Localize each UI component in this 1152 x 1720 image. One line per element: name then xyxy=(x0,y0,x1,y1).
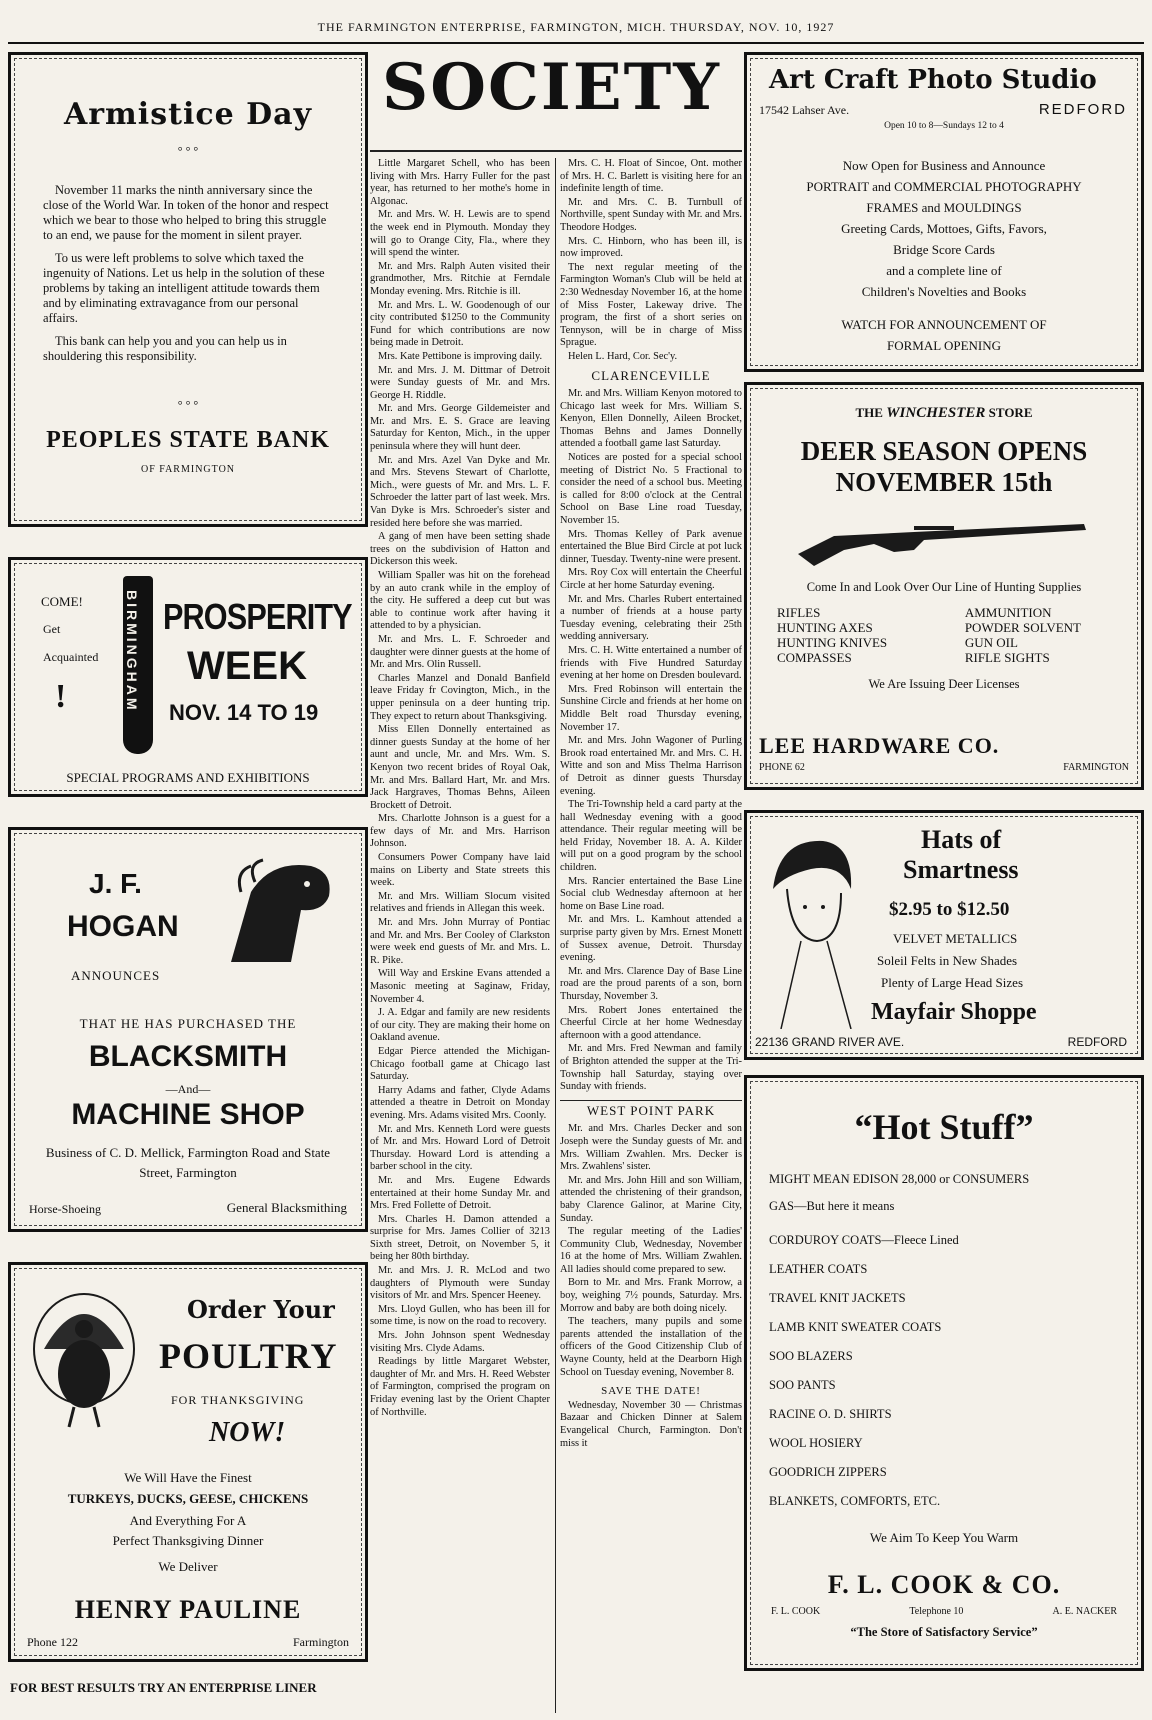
cook-warm: We Aim To Keep You Warm xyxy=(869,1530,1019,1545)
society-item: Mr. and Mrs. L. F. Schroeder and daughter were dinner guests at the home of Mr. and Mrs. Olin Russell. xyxy=(370,633,550,671)
society-item: Mr. and Mrs. John Murray of Pontiac and Mr. and Mrs. Ber Cooley of Clarkston were week end guests of Mr. and Mrs. L. R. Pike. xyxy=(370,917,550,966)
poultry-name: HENRY PAULINE xyxy=(74,1595,302,1624)
winchester-list-left xyxy=(777,605,887,665)
society-item: Mrs. Kate Pettibone is improving daily. xyxy=(378,350,543,362)
poultry-for: FOR THANKSGIVING xyxy=(171,1393,305,1407)
hogan-name2: HOGAN xyxy=(67,910,179,943)
clarenceville-item: Mr. and Mrs. Clarence Day of Base Line road are the proud parents of a son, born Thursday, November 3. xyxy=(560,965,742,1002)
hats-t2: Smartness xyxy=(903,855,1019,884)
poultry-phone: Phone 122 xyxy=(27,1635,78,1649)
winchester-item: COMPASSES xyxy=(777,650,852,665)
artcraft-hours: Open 10 to 8—Sundays 12 to 4 xyxy=(884,121,1004,131)
savedate-heading: SAVE THE DATE! xyxy=(601,1385,701,1398)
society-item: Mrs. Charles H. Damon attended a surprise for Mrs. James Collier of 3213 Sixth street, Detroit, on November 5, it being her 80th birthday. xyxy=(370,1213,550,1263)
society-item: Mr. and Mrs. W. H. Lewis are to spend the week end in Plymouth. Monday they will go to Orange City, Fla., where they will spend the winter. xyxy=(370,209,550,259)
clarenceville-item: Mrs. C. H. Witte entertained a number of friends with Five Hundred Saturday evening at her home on Dresden boulevard. xyxy=(560,644,742,682)
clarenceville-heading: CLARENCEVILLE xyxy=(591,367,711,383)
society-item: Mr. and Mrs. J. M. Dittmar of Detroit were Sunday guests of Mr. and Mrs. George H. Riddle. xyxy=(370,364,550,401)
artcraft-l2: PORTRAIT and COMMERCIAL PHOTOGRAPHY xyxy=(806,179,1082,194)
poultry-order: Order Your xyxy=(187,1295,335,1324)
society-item: Mrs. Lloyd Gullen, who has been ill for some time, is now on the road to recovery. xyxy=(370,1303,550,1328)
winchester-item: HUNTING KNIVES xyxy=(777,635,888,650)
winchester-item: POWDER SOLVENT xyxy=(964,620,1081,635)
society-item: Mr. and Mrs. George Gildemeister and Mr. and Mrs. E. S. Grace are leaving Saturday for Kenton, Mich., in the upper peninsula where they will hunt deer. xyxy=(370,403,550,453)
society-item: Will Way and Erskine Evans attended a Masonic meeting at Saginaw, Friday, November 4. xyxy=(370,968,550,1005)
masthead: THE FARMINGTON ENTERPRISE, FARMINGTON, MICH. THURSDAY, NOV. 10, 1927 xyxy=(317,20,835,34)
cook-right: A. E. NACKER xyxy=(1052,1606,1117,1617)
prosperity-get: Get xyxy=(43,622,61,636)
cook-l2: GAS—But here it means xyxy=(769,1199,895,1213)
winchester-the: THE xyxy=(855,405,883,420)
hogan-left: Horse-Shoeing xyxy=(29,1202,101,1216)
hogan-name1: J. F. xyxy=(89,868,142,899)
clarenceville-item: Mr. and Mrs. L. Kamhout attended a surprise party given by Mrs. Ernest Monett of Sussex avenue, Detroit. Thursday evening. xyxy=(560,914,742,964)
hats-ad xyxy=(744,810,1144,1060)
society-item: Mr. and Mrs. L. W. Goodenough of our city contributed $1250 to the Community Fund for which contributions are now being made in Detroit. xyxy=(370,299,550,349)
society-item: Readings by little Margaret Webster, daughter of Mr. and Mrs. H. Reed Webster of Farmington, comprised the program on Friday evening last by the Orient Chapter of Northville. xyxy=(370,1356,550,1418)
hats-t1: Hats of xyxy=(921,825,1002,854)
cook-item-list xyxy=(769,1226,1133,1516)
prosperity-come: COME! xyxy=(41,594,83,609)
poultry-deliver: We Deliver xyxy=(158,1559,218,1574)
cook-item: LAMB KNIT SWEATER COATS xyxy=(769,1320,942,1334)
westpoint-heading: WEST POINT PARK xyxy=(560,1100,742,1118)
society-item: J. A. Edgar and family are new residents of our city. They are making their home on Oakland avenue. xyxy=(370,1007,550,1044)
clarenceville-item: Mr. and Mrs. Charles Rubert entertained a number of friends at a house party Tuesday evening, celebrating their 25th wedding anniversary. xyxy=(560,593,742,643)
cook-slogan: “The Store of Satisfactory Service” xyxy=(850,1625,1038,1639)
cook-item: TRAVEL KNIT JACKETS xyxy=(769,1291,906,1305)
clarenceville-item: Mrs. Robert Jones entertained the Cheerful Circle at her home Wednesday afternoon with a good attendance. xyxy=(560,1004,742,1041)
winchester-head1: DEER SEASON OPENS xyxy=(800,436,1088,466)
cook-item: RACINE O. D. SHIRTS xyxy=(769,1407,892,1421)
society-item: Consumers Power Company have laid mains on Liberty and State streets this week. xyxy=(370,852,550,889)
cook-item: GOODRICH ZIPPERS xyxy=(769,1465,887,1479)
society-item: Mr. and Mrs. Eugene Edwards entertained at their home Sunday Mr. and Mrs. Fred Follette of Detroit. xyxy=(370,1174,550,1212)
exclamation-icon: ! xyxy=(55,678,67,715)
cook-item: BLANKETS, COMFORTS, ETC. xyxy=(769,1494,941,1508)
masthead-rule xyxy=(8,42,1144,44)
bank-ad-p2: To us were left problems to solve which taxed the ingenuity of Nations. Let us help in the solution of these problems by taking an intelligent attitude towards them and by eliminating extravagance from our personal affairs. xyxy=(43,251,325,325)
society-item: Mr. and Mrs. Kenneth Lord were guests of Mr. and Mrs. Howard Lord of Detroit Thursday. Howard Lord is attending a barber school in the city. xyxy=(370,1123,550,1173)
society-item: Charles Manzel and Donald Banfield leave Friday fr Covington, Mich., in the upper peninsula on a deer hunting trip. They expect to return about Thanksgiving. xyxy=(370,672,550,722)
hogan-ad xyxy=(8,827,368,1232)
bank-ad-title: Armistice Day xyxy=(63,97,313,132)
artcraft-address: 17542 Lahser Ave. xyxy=(759,103,850,117)
hogan-right: General Blacksmithing xyxy=(226,1200,347,1215)
clarenceville-item: Mr. and Mrs. Fred Newman and family of Brighton attended the supper at the Tri-Township hall Saturday, staying over Sunday with friends. xyxy=(560,1043,742,1093)
society-column-1 xyxy=(370,158,550,1718)
hats-address: 22136 GRAND RIVER AVE. xyxy=(755,1035,905,1049)
cook-l1: MIGHT MEAN EDISON 28,000 or CONSUMERS xyxy=(769,1172,1030,1186)
poultry-title: POULTRY xyxy=(159,1336,338,1376)
poultry-now: NOW! xyxy=(209,1417,286,1448)
westpoint-item: Born to Mr. and Mrs. Frank Morrow, a boy, weighing 7½ pounds, Saturday. Mrs. Morrow and baby are both doing nicely. xyxy=(560,1277,742,1314)
cook-name: F. L. COOK & CO. xyxy=(827,1570,1061,1599)
cook-item: LEATHER COATS xyxy=(769,1262,868,1276)
cook-phone: Telephone 10 xyxy=(909,1606,964,1617)
poultry-ad xyxy=(8,1262,368,1662)
hogan-business: Business of C. D. Mellick, Farmington Road and State Street, Farmington xyxy=(45,1145,331,1180)
clarenceville-item: Mrs. Thomas Kelley of Park avenue entertained the Blue Bird Circle at pot luck dinner, Tuesday. Twenty-nine were present. xyxy=(560,528,742,565)
westpoint-item: The regular meeting of the Ladies' Community Club, Wednesday, November 16 at the home of Mrs. William Zwahlen. All ladies should come prepared to sew. xyxy=(560,1226,742,1275)
winchester-town: FARMINGTON xyxy=(1063,762,1129,773)
winchester-item: HUNTING AXES xyxy=(777,620,873,635)
cook-item: SOO PANTS xyxy=(769,1378,836,1392)
clarenceville-item: Mrs. Fred Robinson will entertain the Sunshine Circle and friends at her home on Middle Belt road Thursday evening, November 17. xyxy=(560,683,742,733)
clarenceville-item: Mrs. Roy Cox will entertain the Cheerful Circle at her home Saturday evening. xyxy=(560,567,742,591)
winchester-store: STORE xyxy=(988,405,1033,420)
hats-shop: Mayfair Shoppe xyxy=(871,999,1037,1025)
winchester-item: RIFLE SIGHTS xyxy=(964,650,1050,665)
enterprise-liner: FOR BEST RESULTS TRY AN ENTERPRISE LINER xyxy=(10,1680,317,1695)
winchester-name: LEE HARDWARE CO. xyxy=(759,733,1000,758)
artcraft-l4: Greeting Cards, Mottoes, Gifts, Favors, xyxy=(841,221,1047,236)
hogan-line1: BLACKSMITH xyxy=(88,1040,288,1073)
winchester-list-right xyxy=(965,605,1081,665)
cook-left: F. L. COOK xyxy=(771,1606,821,1617)
artcraft-ad xyxy=(744,52,1144,372)
prosperity-line1: PROSPERITY xyxy=(163,596,352,637)
artcraft-title: Art Craft Photo Studio xyxy=(769,65,1097,95)
hogan-that: THAT HE HAS PURCHASED THE xyxy=(79,1016,297,1031)
horse-head-icon xyxy=(211,852,341,972)
winchester-item: AMMUNITION xyxy=(964,605,1052,620)
hats-price: $2.95 to $12.50 xyxy=(889,899,1010,920)
poultry-town: Farmington xyxy=(293,1635,349,1649)
society-item: Mr. and Mrs. J. R. McLod and two daughters of Plymouth were Sunday visitors of Mr. and Mrs. Spencer Heeney. xyxy=(370,1265,550,1302)
society-item: Miss Ellen Donnelly entertained as dinner guests Sunday at the home of her aunt and uncle, Mr. and Mrs. Wm. S. Kenyon two recent brides of Royal Oak, Mr. and Mrs. Ballard Hart, Mr. and Mrs. Jack Hargraves, Thomas Behns, Aileen Brockett of Detroit. xyxy=(370,724,550,811)
winchester-head2: NOVEMBER 15th xyxy=(835,467,1053,497)
society-item: Mrs. C. Hinborn, who has been ill, is now improved. xyxy=(560,235,742,260)
society-item: A gang of men have been setting shade trees on the subdivision of Hatton and Dickerson this week. xyxy=(370,531,550,568)
westpoint-item: Mr. and Mrs. Charles Decker and son Joseph were the Sunday guests of Mr. and Mrs. William Zwahlen. Mrs. Decker is Mrs. Zwahlens' sister. xyxy=(560,1123,742,1173)
society-item: Little Margaret Schell, who has been living with Mrs. Harry Fuller for the past year, has returned to her mothe's home in Algonac. xyxy=(370,158,550,207)
winchester-ad xyxy=(744,382,1144,790)
clarenceville-item: Mr. and Mrs. John Wagoner of Purling Brook road entertained Mr. and Mrs. C. H. Witte and son and Miss Thelma Harrison of Detroit as dinner guests Thursday evening. xyxy=(560,735,742,797)
clarenceville-item: Notices are posted for a special school meeting of District No. 5 Fractional to consider the need of a school bus. Meeting is called for 8:00 o'clock at the Central School on Base Line road Tuesday, November 15. xyxy=(560,452,742,527)
winchester-licenses: We Are Issuing Deer Licenses xyxy=(868,677,1020,691)
society-item: The next regular meeting of the Farmington Woman's Club will be held at 2:30 Wednesday November 16, at the home of Miss Foster, Lakeway drive. The program, the first of a short series on Tennyson, will be in charge of Miss Sprague. xyxy=(560,261,742,349)
artcraft-town: REDFORD xyxy=(1038,101,1127,118)
hats-l1: VELVET METALLICS xyxy=(893,931,1018,946)
society-item: Mr. and Mrs. Ralph Auten visited their grandmother, Mrs. Ritchie at Ferndale Monday evening. Mrs. Ritchie is ill. xyxy=(370,260,550,297)
hats-l3: Plenty of Large Head Sizes xyxy=(881,975,1023,990)
society-item: Helen L. Hard, Cor. Sec'y. xyxy=(568,350,678,362)
clarenceville-item: Mrs. Rancier entertained the Base Line Social club Wednesday afternoon at her home on Base Line road. xyxy=(560,875,742,912)
lady-hat-icon xyxy=(761,829,861,1029)
artcraft-l5: Bridge Score Cards xyxy=(893,242,995,257)
hogan-announces: ANNOUNCES xyxy=(71,968,161,983)
westpoint-item: Mr. and Mrs. John Hill and son William, attended the christening of their grandson, baby Clarence Galinor, at Marine City, Sunday. xyxy=(560,1174,742,1224)
rifle-icon xyxy=(794,510,1094,570)
winchester-brand: WINCHESTER xyxy=(886,405,986,421)
society-item: Mrs. Charlotte Johnson is a guest for a few days of Mr. and Mrs. Harrison Johnson. xyxy=(370,813,550,850)
cook-ad xyxy=(744,1075,1144,1671)
hogan-and: —And— xyxy=(165,1082,211,1096)
savedate-text: Wednesday, November 30 — Christmas Bazaar and Chicken Dinner at Salem Evangelical Church, Farmington. Don't miss it xyxy=(560,1399,742,1449)
bank-ad-p3: This bank can help you and you can help us in shouldering this responsibility. xyxy=(43,334,287,363)
society-item: William Spaller was hit on the forehead by an auto crank while in the employ of the city. He suffered a deep cut but was able to continue work after having it attended to by a physician. xyxy=(370,570,550,632)
poultry-items: TURKEYS, DUCKS, GEESE, CHICKENS xyxy=(67,1491,309,1506)
artcraft-l7: Children's Novelties and Books xyxy=(861,284,1027,299)
clarenceville-item: Mr. and Mrs. William Kenyon motored to Chicago last week for Mrs. William S. Kenyon, Ellen Donnelly, Aileen Brocket, Thomas Behns and James Donnelly attended a football game last Saturday. xyxy=(560,388,742,450)
winchester-item: GUN OIL xyxy=(964,635,1018,650)
society-item: Mr. and Mrs. C. B. Turnbull of Northville, spent Sunday with Mr. and Mrs. Theodore Hodges. xyxy=(560,196,742,233)
artcraft-l8: WATCH FOR ANNOUNCEMENT OF xyxy=(841,317,1047,332)
hats-l2: Soleil Felts in New Shades xyxy=(877,953,1018,968)
bank-name: PEOPLES STATE BANK xyxy=(46,427,330,453)
bank-ad-p1: November 11 marks the ninth anniversary since the close of the World War. In token of the honor and respect which we bear to those who helped to bring this struggle to an end, we pause for the moment in silent prayer. xyxy=(43,183,329,242)
prosperity-line2: WEEK xyxy=(187,644,307,688)
cook-item: WOOL HOSIERY xyxy=(769,1436,863,1450)
society-item: Mr. and Mrs. William Slocum visited relatives and friends in Allegan this week. xyxy=(370,890,550,915)
cook-item: SOO BLAZERS xyxy=(769,1349,853,1363)
cook-item: CORDUROY COATS—Fleece Lined xyxy=(769,1233,959,1247)
clarenceville-item: The Tri-Township held a card party at the hall Wednesday evening with a good attendance. Their regular meeting will be held Friday, November 18. A. A. Kilder will put on a good program by the school children. xyxy=(560,799,742,874)
cook-title: “Hot Stuff” xyxy=(854,1107,1034,1147)
prosperity-ad xyxy=(8,557,368,797)
prosperity-dates: NOV. 14 TO 19 xyxy=(169,700,319,725)
winchester-item: RIFLES xyxy=(777,605,821,620)
bank-subtitle: OF FARMINGTON xyxy=(140,464,236,475)
society-item: Mr. and Mrs. Azel Van Dyke and Mr. and Mrs. Stevens Stewart of Charlotte, Mich., were guests of Mr. and Mrs. L. F. Schroeder the latter part of last week. Mrs. Van Dyke is Mrs. Schroeder's sister and resided here before she was married. xyxy=(370,454,550,529)
westpoint-item: The teachers, many pupils and some parents attended the installation of the officers of the Good Citizenship Club of Wayne County, held at the Dearborn High School on Tuesday evening, November 8. xyxy=(560,1316,742,1378)
society-title: SOCIETY xyxy=(382,50,721,125)
society-item: Harry Adams and father, Clyde Adams attended a theatre in Detroit on Monday evening. Mrs. Adams visited Mrs. Coonly. xyxy=(370,1084,550,1121)
artcraft-l3: FRAMES and MOULDINGS xyxy=(866,200,1022,215)
hats-town: REDFORD xyxy=(1067,1035,1127,1049)
winchester-come: Come In and Look Over Our Line of Hunting Supplies xyxy=(806,580,1082,594)
artcraft-l6: and a complete line of xyxy=(886,263,1002,278)
artcraft-l9: FORMAL OPENING xyxy=(887,338,1001,353)
prosperity-acquainted: Acquainted xyxy=(43,650,99,664)
artcraft-l1: Now Open for Business and Announce xyxy=(842,158,1046,173)
winchester-phone: PHONE 62 xyxy=(759,762,805,773)
bank-ad: Armistice Day ° ° ° November 11 marks the ninth anniversary since the close of the World War. In token of the honor and respect which we bear to those who helped to bring this struggle to an end, we pause for the moment in silent prayer. To us were left problems to solve which taxed the ingenuity of Nations. Let us help in the solution of these problems by taking an intelligent attitude towards them and by eliminating extravagance from our personal affairs. This bank can help you and you can help us in shouldering this responsibility. ° ° ° PEOPLES STATE BANK OF FARMINGTON xyxy=(8,52,368,527)
poultry-perfect: Perfect Thanksgiving Dinner xyxy=(112,1533,264,1548)
poultry-everything: And Everything For A xyxy=(129,1513,247,1528)
birmingham-banner-text: BIRMINGHAM xyxy=(124,590,140,713)
society-item: Mrs. C. H. Float of Sincoe, Ont. mother of Mrs. H. C. Barlett is visiting here for an indefinite length of time. xyxy=(560,158,742,195)
poultry-finest: We Will Have the Finest xyxy=(124,1470,252,1485)
hogan-line2: MACHINE SHOP xyxy=(71,1098,305,1131)
turkey-icon xyxy=(29,1279,139,1429)
society-item: Edgar Pierce attended the Michigan-Chicago football game at Chicago last Saturday. xyxy=(370,1045,550,1083)
society-column-2 xyxy=(560,158,742,1718)
prosperity-footer: SPECIAL PROGRAMS AND EXHIBITIONS xyxy=(66,770,310,785)
society-item: Mrs. John Johnson spent Wednesday visiting Mrs. Clyde Adams. xyxy=(370,1330,550,1354)
